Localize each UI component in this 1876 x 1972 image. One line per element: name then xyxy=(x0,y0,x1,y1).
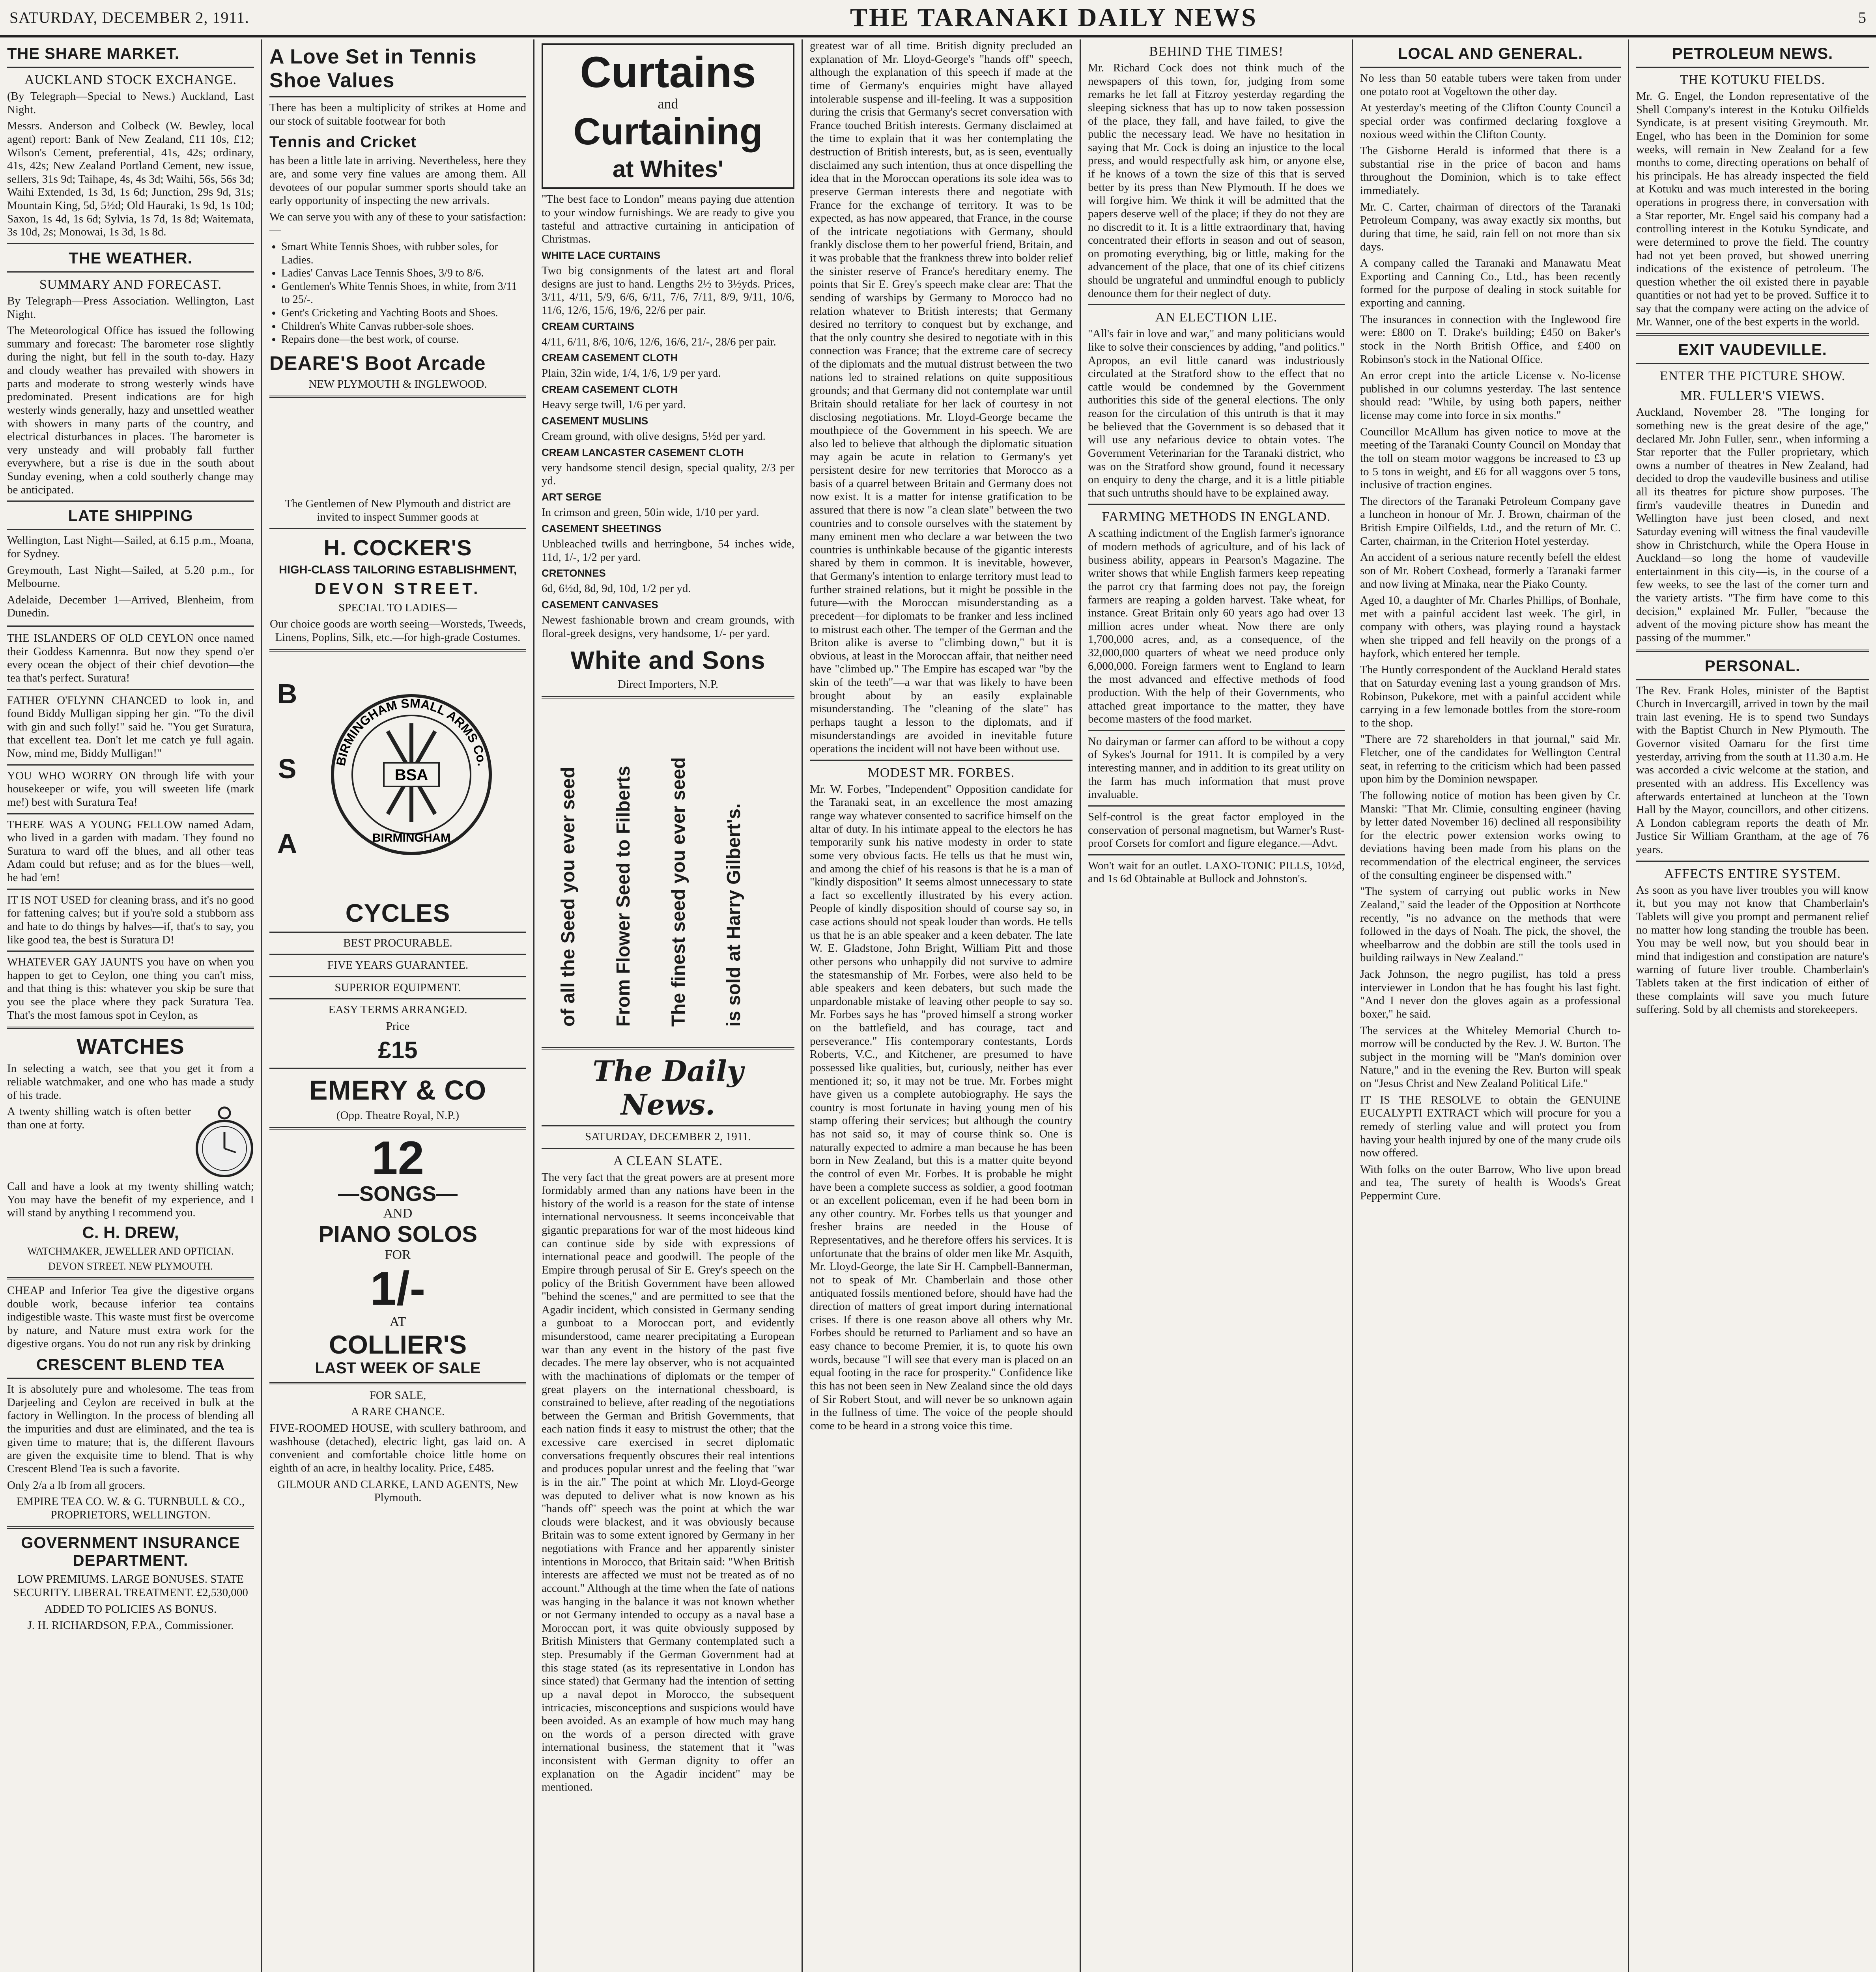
sale-heading: FOR SALE, xyxy=(369,1389,426,1402)
divider xyxy=(1360,67,1621,68)
local-item: IT IS THE RESOLVE to obtain the GENUINE EUCALYPTI EXTRACT which will procure for you a remedy of sterling value and will protect you from having your health injured by one of the many crude oils now offered. xyxy=(1360,1093,1621,1160)
forbes-text: Mr. W. Forbes, "Independent" Opposition candidate for the Taranaki seat, in an excellence the most amazing range way whatever consented to sacrifice himself on the altar of duty. In his intimate appeal to the electors he has temporarily sunk his native modesty in order to state some very obvious facts. He tells us that he must win, and among the chief of his reasons is that he is a man of "kindly disposition" It seems almost unnecessary to state a fact so excellently illustrated by his every action. People of kindly disposition should of course say so, in case actions should not speak louder than words. He tells us that he is an able speaker and a keen debater. The late W. E. Gladstone, John Bright, William Pitt and those other persons who unhappily did not survive to admire the statesmanship of Mr. Forbes, were also held to be able speakers and keen debaters, but such made the unpardonable mistake of leaving other people to say so. Mr. Forbes says he has "proved himself a strong worker on the battlefield, and has courage, tact and perseverance." His contemporary contestants, Lords Roberts, V.C., and Kitchener, are presumed to have possessed like qualities, but, curiously, neither has ever mentioned it; so, it may not be true. Mr. Forbes might have given us a complete autobiography. He says the country is most fortunate in having young men of his stamp offering their services; but although the country has not said so, it may of course think so. One is naturally expected to admire a man because he has been born in New Zealand, but this is a matter quite beyond the control of even Mr. Forbes. It is probable he might have been a complete success as soldier, a good footman or an excellent policeman, even if he had been born in any other country. Mr. Forbes tells us that younger and fresher brains are needed in the House of Representatives, and he therefore offers his services. It is unfortunate that the brains of older men like Mr. Asquith, Mr. Lloyd-George, the late Sir H. Campbell-Bannerman, not to speak of Mr. Chamberlain and those other antiquated fossils mentioned before, should have had the direction of matters of great import during international crises. If there is one reason above all others why Mr. Forbes should be returned to Parliament and so have an easy chance to become Premier, it is, to quote his own words, because "I will see that every man is placed on an equal footing in the race for prosperity." Confidence like this has not been seen in New Zealand since the old days of Sir Robert Stout, and will never be so unknown again in the fullness of time. The voice of the people should come to be heard in a strong voice this time. xyxy=(810,782,1073,1432)
bsa-letter: S xyxy=(278,753,297,784)
advert-note: Self-control is the great factor employed in the conservation of personal magnetism, but Warner's Rust-proof Corsets for comfort and figure elegance.—Advt. xyxy=(1088,810,1345,850)
weather-dateline: By Telegraph—Press Association. Wellington, Last Night. xyxy=(7,294,254,321)
bsa-letters xyxy=(269,656,305,881)
bsa-letter: A xyxy=(277,828,297,859)
clean-slate-heading: A CLEAN SLATE. xyxy=(613,1153,723,1168)
divider xyxy=(7,1027,254,1029)
farming-heading: FARMING METHODS IN ENGLAND. xyxy=(1102,510,1331,525)
divider xyxy=(269,1127,526,1130)
share-market-heading: THE SHARE MARKET. xyxy=(7,45,180,62)
bsa-letter: B xyxy=(277,678,297,709)
masthead xyxy=(0,0,1876,37)
divider xyxy=(269,1382,526,1384)
column-6 xyxy=(1353,39,1629,1972)
divider xyxy=(7,1526,254,1529)
divider xyxy=(7,1277,254,1279)
personal-text: The Rev. Frank Holes, minister of the Baptist Church in Invercargill, arrived in town by the mail train last evening. He is to spend two Sundays with the Baptist Church in New Plymouth. The Governor visited Oamaru for the first time yesterday, arriving from the south at 11.30 a.m. He was accorded a civic welcome at the station, and presented with an address. His Excellency was afterwards entertained at luncheon at the Town Hall by the Mayor, councillors, and other citizens. A London cablegram reports the death of Mr. Justice Sir William Grantham, at the age of 76 years. xyxy=(1636,684,1869,856)
curtain-item-heading: CASEMENT SHEETINGS xyxy=(542,522,661,534)
election-lie-heading: AN ELECTION LIE. xyxy=(1155,310,1278,325)
bsa-feature: FIVE YEARS GUARANTEE. xyxy=(327,959,469,972)
divider xyxy=(269,528,526,529)
sale-subheading: A RARE CHANCE. xyxy=(351,1405,445,1418)
curtain-item-heading: CASEMENT CANVASES xyxy=(542,598,658,611)
paper-nameplate: The Daily News. xyxy=(592,1054,744,1121)
bsa-price: £15 xyxy=(378,1036,418,1063)
local-item: Jack Johnson, the negro pugilist, has told a press interviewer in London that he has fought his last fight. "And I never don the gloves again as a professional boxer," he said. xyxy=(1360,968,1621,1020)
spacer xyxy=(269,403,526,497)
local-item: The insurances in connection with the Inglewood fire were: £800 on T. Drake's building; £450 on Baker's stock in the North British Office, and £400 on Robinson's stock in the National Office. xyxy=(1360,313,1621,366)
loveset-heading: A Love Set in Tennis Shoe Values xyxy=(269,45,477,92)
watch-block xyxy=(7,1105,254,1180)
kotuku-text: Mr. G. Engel, the London representative of the Shell Company's interest in the Kotuku Oilfields Syndicate, is at present visiting Greymouth. Mr. Engel, who has been in the Dominion for some weeks, will remain in New Zealand for a few months to come, directing operations on behalf of his principals. He has already inspected the field at Kotuku and was much interested in the boring operations in progress there, in conversation with a Star reporter, Mr. Engel said his company had a controlling interest in the Kotuku Syndicate, and were determined to prove the field. The country had not yet been proved, but showed unerring indications of the existence of petroleum. The question whether the oil existed there in payable quantities or not had yet to be proved. Suffice it to say that the company were acting on the advice of Mr. Wanner, one of the best experts in the world. xyxy=(1636,90,1869,328)
suratura-ad: YOU WHO WORRY ON through life with your housekeeper or wife, you will sweeten life (mark me!) best with Suratura Tea! xyxy=(7,769,254,809)
divider xyxy=(269,96,526,97)
curtain-item-text: 6d, 6½d, 8d, 9d, 10d, 1/2 per yd. xyxy=(542,582,691,595)
forbes-heading: MODEST MR. FORBES. xyxy=(867,765,1015,780)
cocker-subheading: HIGH-CLASS TAILORING ESTABLISHMENT, xyxy=(278,563,517,576)
govt-insurance-bonus: ADDED TO POLICIES AS BONUS. xyxy=(44,1602,217,1615)
seed-line: is sold at Harry Gilbert's. xyxy=(723,803,744,1027)
divider xyxy=(1636,363,1869,364)
suratura-ad: THE ISLANDERS OF OLD CEYLON once named their Goddess Kamennra. But now they spend o'er every ocean the object of their chief devotion—the tea that's perfect. Suratura! xyxy=(7,632,254,684)
sale-agent: GILMOUR AND CLARKE, LAND AGENTS, New Plymouth. xyxy=(277,1478,519,1504)
curtaining-title: Curtaining xyxy=(573,110,763,153)
divider xyxy=(269,976,526,977)
divider xyxy=(810,760,1073,761)
cocker-intro: The Gentlemen of New Plymouth and district are invited to inspect Summer goods at xyxy=(285,497,511,523)
drew-address: DEVON STREET. NEW PLYMOUTH. xyxy=(48,1260,213,1272)
collier-week: LAST WEEK OF SALE xyxy=(315,1359,481,1377)
cocker-text: Our choice goods are worth seeing—Worsteds, Tweeds, Linens, Poplins, Silk, etc.—for high-grade Costumes. xyxy=(269,618,526,644)
weather-forecast: The Meteorological Office has issued the following summary and forecast: The barometer rose slightly during the night, but fell in the south to-day. Hazy and cloudy weather has prevailed with showers in parts and moderate to strong westerly winds have predominated. Present indications are for high westerly winds generally, hazy and unsettled weather with showers in many parts of the country, and electrical disturbances in places. The barometer is very unsteady and will probably fall further everywhere, but a rise is due in the south about Sunday evening, when a cold southerly change may be anticipated. xyxy=(7,324,254,496)
bsa-logo-icon xyxy=(309,656,514,893)
tennis-text: We can serve you with any of these to your satisfaction:— xyxy=(269,210,526,237)
deare-subheading: NEW PLYMOUTH & INGLEWOOD. xyxy=(308,377,487,390)
divider xyxy=(542,696,794,698)
curtain-item-text: Plain, 32in wide, 1/4, 1/6, 1/9 per yard. xyxy=(542,367,721,380)
newspaper-columns xyxy=(0,39,1876,1972)
cocker-name: H. COCKER'S xyxy=(323,535,472,560)
govt-insurance-heading: GOVERNMENT INSURANCE DEPARTMENT. xyxy=(21,1534,240,1570)
tennis-text: has been a little late in arriving. Nevertheless, here they are, and some very fine values are among them. All devotees of our popular summer sports should take an early opportunity of inspecting the new arrivals. xyxy=(269,154,526,207)
curtains-at-whites: at Whites' xyxy=(613,156,723,183)
divider xyxy=(7,764,254,766)
divider xyxy=(1088,304,1345,305)
list-item: • Children's White Canvas rubber-sole shoes. xyxy=(281,320,526,333)
cocker-street: DEVON STREET. xyxy=(314,580,481,598)
deare-heading: DEARE'S Boot Arcade xyxy=(269,352,486,374)
curtain-item-text: Cream ground, with olive designs, 5½d per yard. xyxy=(542,430,766,443)
shipping-item: Wellington, Last Night—Sailed, at 6.15 p.m., Moana, for Sydney. xyxy=(7,534,254,560)
divider xyxy=(7,689,254,690)
suratura-ad: THERE WAS A YOUNG FELLOW named Adam, who lived in a garden with madam. They found no Suratura to ward off the blues, and all other teas Adam could but refuse; and as for the blues—well, he had 'em! xyxy=(7,818,254,884)
watches-heading: WATCHES xyxy=(77,1035,185,1059)
drew-name: C. H. DREW, xyxy=(82,1223,179,1242)
curtain-item-heading: CREAM CASEMENT CLOTH xyxy=(542,383,678,396)
collier-name: COLLIER'S xyxy=(329,1330,467,1359)
farming-text: A scathing indictment of the English farmer's ignorance of modern methods of agriculture, and of his lack of business ability, appears in Pearson's Magazine. The writer shows that while English farmers keep repeating the parrot cry that farming does not pay, the foreign farmers are reaping a golden harvest. Take wheat, for instance. Great Britain only 60 years ago had over 13 million acres under wheat. Now there are only 1,700,000 acres, and, as a consequence, of the 32,000,000 quarters of wheat we need produce only 6,000,000. Foreign farmers went to England to learn the most advanced and effective methods of food production. With the help of their Governments, who attached great importance to the matter, they have become masters of the food market. xyxy=(1088,527,1345,726)
loveset-text: There has been a multiplicity of strikes at Home and our stock of suitable footwear for both xyxy=(269,101,526,127)
curtain-item-text: In crimson and green, 50in wide, 1/10 per yard. xyxy=(542,506,759,519)
divider xyxy=(269,1068,526,1069)
affects-heading: AFFECTS ENTIRE SYSTEM. xyxy=(1664,866,1841,881)
dairy-notice: No dairyman or farmer can afford to be without a copy of Sykes's Journal for 1911. It is compiled by a very interesting manner, and in addition to its great utility on the farm has much information that must prove invaluable. xyxy=(1088,735,1345,801)
crescent-text: It is absolutely pure and wholesome. The teas from Darjeeling and Ceylon are received in bulk at the factory in Wellington. In the process of blending all the impurities and dust are eliminated, and the tea is given time to mature; that is, the different flavours are given the exquisite time to blend. That is why Crescent Blend Tea is such a favorite. xyxy=(7,1383,254,1475)
divider xyxy=(542,1148,794,1149)
whites-subfooter: Direct Importers, N.P. xyxy=(617,678,719,691)
collier-songs: —SONGS— xyxy=(338,1182,458,1206)
behind-times-text: Mr. Richard Cock does not think much of the newspapers of this town, for, judging from some remarks he let fall at Fitzroy yesterday regarding the sleeping sickness that has up to now taken possession of the place, they fall, and have failed, to give the public the necessary lead. We have no hesitation in saying that Mr. Cock is doing an injustice to the local press, and would respectfully ask him, or anyone else, if he knows of a town the size of this that is served better by its press than New Plymouth. If he does we will forgive him. We think it will be admitted that the papers deserve well of the place; if they do not they are no discredit to it. It is a little extraordinary that, having concentrated their efforts in season and out of season, on promoting everything, big or little, making for the advancement of the place, that one of its chief citizens should be ungrateful and unmindful enough to publicly denounce them for their neglect of duty. xyxy=(1088,62,1345,300)
cheap-tea-text: CHEAP and Inferior Tea give the digestive organs double work, because inferior tea contains indigestible waste. This waste must first be overcome by nature, and Nature must extra work for the digestive organs. You do not run any risk by drinking xyxy=(7,1284,254,1350)
local-item: The directors of the Taranaki Petroleum Company gave a luncheon in honour of Mr. J. Brown, chairman of the British Empire Oilfields, Ltd., and the return of Mr. C. Carter, chairman, in the Criterion Hotel yesterday. xyxy=(1360,495,1621,547)
column-1 xyxy=(0,39,262,1972)
bsa-feature: BEST PROCURABLE. xyxy=(343,936,452,949)
pocket-watch-icon xyxy=(195,1105,254,1180)
collier-and: AND xyxy=(383,1206,413,1221)
curtain-item-heading: CREAM CASEMENT CLOTH xyxy=(542,352,678,364)
kotuku-heading: THE KOTUKU FIELDS. xyxy=(1680,73,1826,87)
local-item: An error crept into the article License v. No-license published in our columns yesterday. The last sentence should read: "While, by using both papers, neither license may come into force in six months." xyxy=(1360,369,1621,422)
divider xyxy=(7,1378,254,1379)
curtain-item-text: Unbleached twills and herringbone, 54 inches wide, 11d, 1/-, 1/2 per yard. xyxy=(542,537,794,564)
divider xyxy=(1088,730,1345,731)
divider xyxy=(7,271,254,273)
list-item: • Gentlemen's White Tennis Shoes, in white, from 3/11 to 25/-. xyxy=(281,280,526,306)
gilbert-seed-ad xyxy=(542,703,794,1042)
emery-name: EMERY & CO xyxy=(309,1075,487,1106)
suratura-ad: IT IS NOT USED for cleaning brass, and it's no good for fattening calves; but if you're sold a stubborn ass and hate to do things by halves—if, that's to say, you like good tea, the best is Suratura D! xyxy=(7,893,254,946)
page-number: 5 xyxy=(1858,9,1867,26)
weather-heading: THE WEATHER. xyxy=(69,249,192,267)
list-item: • Repairs done—the best work, of course. xyxy=(281,333,526,346)
divider xyxy=(269,954,526,955)
local-item: Aged 10, a daughter of Mr. Charles Phillips, of Bonhale, met with a painful accident last week. The girl, in company with others, was playing round a haystack when she tripped and fell heavily on the prongs of a hayfork, which entered her temple. xyxy=(1360,594,1621,660)
suratura-ad: WHATEVER GAY JAUNTS you have on when you happen to get to Ceylon, one thing you can't miss, and that thing is this: whatever you skip be sure that you see the place where they pack Suratura Tea. That's the most famous spot in Ceylon, as xyxy=(7,956,254,1021)
curtain-item-text: Newest fashionable brown and cream grounds, with floral-greek designs, very handsome, 1/- per yard. xyxy=(542,614,794,640)
collier-ad xyxy=(269,1131,526,1377)
crescent-text: Only 2/a a lb from all grocers. xyxy=(7,1479,146,1492)
divider xyxy=(7,951,254,952)
local-item: Councillor McAllum has given notice to move at the meeting of the Taranaki County Council on Monday that the toll on steam motor waggons be increased to £3 up to 5 tons in weight, and £6 for all waggons over 5 tons, inclusive of traction engines. xyxy=(1360,425,1621,491)
divider xyxy=(7,67,254,68)
bsa-block xyxy=(269,656,526,893)
vaudeville-heading: EXIT VAUDEVILLE. xyxy=(1678,341,1827,359)
watches-text: In selecting a watch, see that you get it from a reliable watchmaker, and one who has made a study of his trade. xyxy=(7,1062,254,1102)
shipping-item: Greymouth, Last Night—Sailed, at 5.20 p.m., for Melbourne. xyxy=(7,564,254,590)
empire-tea: EMPIRE TEA CO. W. & G. TURNBULL & CO., PROPRIETORS, WELLINGTON. xyxy=(16,1495,245,1521)
local-item: No less than 50 eatable tubers were taken from under one potato root at Vogeltown the other day. xyxy=(1360,72,1621,98)
bsa-price-label: Price xyxy=(386,1020,410,1033)
curtain-items xyxy=(542,249,794,641)
divider xyxy=(542,1125,794,1126)
divider xyxy=(1636,650,1869,652)
tennis-list xyxy=(269,240,526,346)
divider xyxy=(1088,854,1345,855)
divider xyxy=(269,998,526,999)
bsa-feature: SUPERIOR EQUIPMENT. xyxy=(334,981,461,994)
list-item: • Smart White Tennis Shoes, with rubber soles, for Ladies. xyxy=(281,240,526,267)
local-item: Mr. C. Carter, chairman of directors of the Taranaki Petroleum Company, was away exactly six months, but during that time, he said, rain fell on not more than six days. xyxy=(1360,200,1621,253)
watches-text: Call and have a look at my twenty shilling watch; You may have the benefit of my experience, and I will stand by anything I recommend you. xyxy=(7,1180,254,1219)
divider xyxy=(7,813,254,814)
list-item: • Ladies' Canvas Lace Tennis Shoes, 3/9 to 8/6. xyxy=(281,267,526,280)
divider xyxy=(269,396,526,398)
local-item: The services at the Whiteley Memorial Church to-morrow will be conducted by the Rev. J. W. Burton. The subject in the morning will be "Man's dominion over Nature," and in the evening the Rev. Burton will speak on "Jesus Christ and New Zealand Political Life." xyxy=(1360,1024,1621,1090)
advert-note: Won't wait for an outlet. LAXO-TONIC PILLS, 10½d, and 1s 6d Obtainable at Bullock and Johnston's. xyxy=(1088,859,1345,885)
collier-price: 1/- xyxy=(370,1262,426,1315)
curtain-item-text: Two big consignments of the latest art and floral designs are just to hand. Lengths 2½ to 3½yds. Prices, 3/11, 4/11, 5/9, 6/6, 6/11, 7/6, 7/11, 8/9, 9/11, 10/6, 11/6, 12/6, 15/6, 19/6, 22/6 per pair. xyxy=(542,264,794,317)
seed-line: The finest seed you ever seed xyxy=(668,757,689,1027)
bsa-logo-bottom-text: BIRMINGHAM xyxy=(372,831,451,844)
divider xyxy=(1636,679,1869,680)
election-lie-text: "All's fair in love and war," and many politicians would like to solve their consciences by adding, "and politics." Apropos, an evil little canard was industriously circulated at the Stratford show to the effect that no cattle would be condemned by the Government authorities this side of the general elections. The only reason for the circulation of this untruth is that it may be believed that the Government is so debased that it will use any nefarious device to obtain votes. The Government Veterinarian for the Taranaki district, who was on the Stratford show ground, found it necessary on enquiry to deny the charge, and it is a little pitiable that such untruths should have to be explained away. xyxy=(1088,327,1345,499)
drew-trade: WATCHMAKER, JEWELLER AND OPTICIAN. xyxy=(27,1245,234,1257)
curtain-item-text: Heavy serge twill, 1/6 per yard. xyxy=(542,398,686,411)
divider xyxy=(542,1047,794,1049)
local-item: "The system of carrying out public works in New Zealand," said the leader of the Opposition at Northcote recently, "is no advance on the methods that were followed in the days of Noah. The pick, the shovel, the wheelbarrow and the dobbin are still the tools used in building railways in New Zealand." xyxy=(1360,885,1621,964)
column-2 xyxy=(262,39,534,1972)
personal-heading: PERSONAL. xyxy=(1704,657,1801,675)
emery-address: (Opp. Theatre Royal, N.P.) xyxy=(336,1109,460,1122)
curtains-and: and xyxy=(658,95,678,112)
tennis-heading: Tennis and Cricket xyxy=(269,133,417,151)
local-item: "There are 72 shareholders in that journal," said Mr. Fletcher, one of the candidates for Wellington Central seat, in referring to the criticism which had been passed upon him by the Dominion newspaper. xyxy=(1360,733,1621,786)
column-3 xyxy=(534,39,803,1972)
collier-for: FOR xyxy=(385,1247,411,1262)
divider xyxy=(269,649,526,652)
weather-subheading: SUMMARY AND FORECAST. xyxy=(39,277,222,292)
shipping-heading: LATE SHIPPING xyxy=(68,507,193,525)
suratura-ad: FATHER O'FLYNN CHANCED to look in, and found Biddy Mulligan sipping her gin. "To the divil with gin and such folly!" said he. "You get Suratura, that excellent tea. Don't let me catch ye full again. Now, mind me, Biddy Mulligan!" xyxy=(7,694,254,760)
divider xyxy=(7,500,254,502)
collier-12: 12 xyxy=(371,1131,424,1184)
curtain-item-heading: CRETONNES xyxy=(542,567,606,579)
govt-insurance-list: LOW PREMIUMS. LARGE BONUSES. STATE SECURITY. LIBERAL TREATMENT. £2,530,000 xyxy=(13,1573,248,1599)
affects-text: As soon as you have liver troubles you will know it, but you may not know that Chamberlain's Tablets will give you prompt and permanent relief no matter how long standing the trouble has been. You may be well now, but you should bear in mind that indigestion and constipation are nature's warning of future liver trouble. Chamberlain's Tablets taken at the first indication of either of these complaints will save you much future suffering. Sold by all chemists and storekeepers. xyxy=(1636,883,1869,1016)
issue-date: SATURDAY, DECEMBER 2, 1911. xyxy=(9,9,249,26)
curtain-item-heading: CREAM CURTAINS xyxy=(542,320,634,332)
clean-slate-text: The very fact that the great powers are at present more formidably armed than any nations have been in the history of the world is a reason for the state of intense international nervousness. It seems inconceivable that gigantic preparations for war of the most hideous kind can continue side by side with expressions of international peace and goodwill. The people of the Empire through perusal of Sir E. Grey's speech on the policy of the British Government have been allowed "behind the scenes," and are permitted to see that the Agadir incident, which consisted in Germany sending a gunboat to a Moroccan port, and evidently misunderstood, came nearer precipitating a European war than any event in the history of the past five decades. The mere lay observer, who is not acquainted with the machinations of diplomats or the temper of great players on the international chessboard, is constrained to believe, after reading of the negotiations between the German and British Governments, that each nation finds it easy to mistrust the other; that the excessive care exercised in secret diplomatic conversations frequently obscures their real intentions and produces popular unrest and the feeling that "war is in the air." The point at which Mr. Lloyd-George was deputed to deliver what is now known as his "hands off" speech was the point at which the war clouds were blackest, and it was obviously because Britain was to some extent ignored by Germany in her negotiations with France and her apparently sinister intentions in Morocco, that Britain said: "When British interests are affected we must not be treated as of no account." Although at the time when the fate of nations was hanging in the balance it was not known whether or not Germany intended to occupy as a naval base a Moroccan port, it was quite obviously supposed by British Ministers that Germany contemplated such a step. Presumably if the German Government had at this stage stated (as its representative in London has since stated) that Germany had the intention of setting up a naval depot in Morocco, the subsequent intricacies, misconceptions and suspicions would have been avoided. As an example of how much may hang on the words of a person directed with grave international business, the statement that it "was inconsistent with German dignity to offer an explanation on the Agadir incident" may be mentioned. xyxy=(542,1171,794,1794)
vaudeville-subheading: ENTER THE PICTURE SHOW. xyxy=(1659,369,1846,384)
local-item: The following notice of motion has been given by Cr. Manski: "That Mr. Climie, consulting engineer (having by letter dated November 16) declined all responsibility for the electric power extension works owing to deviations having been made from his plans on the recommendation of the electrical engineer, the services of the consulting engineer be dispensed with." xyxy=(1360,789,1621,881)
divider xyxy=(1088,504,1345,505)
vaudeville-subheading-2: MR. FULLER'S VIEWS. xyxy=(1680,388,1825,403)
curtain-item-text: 4/11, 6/11, 8/6, 10/6, 12/6, 16/6, 21/-, 28/6 per pair. xyxy=(542,335,776,348)
local-item: An accident of a serious nature recently befell the eldest son of Mr. Robert Coxhead, formerly a Taranaki farmer and now living at Minaka, near the Piako County. xyxy=(1360,551,1621,590)
curtain-item-text: very handsome stencil design, special quality, 2/3 per yd. xyxy=(542,461,794,487)
watches-text: A twenty shilling watch is often better than one at forty. xyxy=(7,1105,191,1131)
list-item: • Gent's Cricketing and Yachting Boots and Shoes. xyxy=(281,306,526,320)
sale-text: FIVE-ROOMED HOUSE, with scullery bathroom, and washhouse (detached), electric light, gas laid on. A convenient and comfortable choice little home on eighth of an acre, in healthy locality. Price, £485. xyxy=(269,1422,526,1474)
behind-times-heading: BEHIND THE TIMES! xyxy=(1149,44,1284,59)
petroleum-heading: PETROLEUM NEWS. xyxy=(1672,45,1833,62)
share-report: Messrs. Anderson and Colbeck (W. Bewley, local agent) report: Bank of New Zealand, £11 10s, £12; Wilson's Cement, preferential, 41s, 42s; ordinary, 41s, 42s; New Zealand Portland Cement, new issue, sellers, 31s 9d; Taihape, 4s, 4s 3d; Waihi, 56s, 56s 3d; Waihi Extended, 1s 3d, 1s 6d; Junction, 29s 9d, 31s; Mountain King, 5d, 5½d; Old Hauraki, 1s 9d, 1s 10d; Saxon, 1s 4d, 1s 6d; Sylvia, 1s 7d, 1s 8d; Waitemata, 3s 10d, 2s; Monowai, 1s 3d, 1s 8d. xyxy=(7,120,254,239)
column-7 xyxy=(1629,39,1876,1972)
bsa-cycles: CYCLES xyxy=(345,898,450,927)
curtain-item-heading: CREAM LANCASTER CASEMENT CLOTH xyxy=(542,446,744,458)
local-item: The Gisborne Herald is informed that there is a substantial rise in the price of bacon and hams throughout the Dominion, which is to take effect immediately. xyxy=(1360,144,1621,197)
paper-date: SATURDAY, DECEMBER 2, 1911. xyxy=(585,1130,751,1143)
vaudeville-text: Auckland, November 28. "The longing for something new is the great desire of the age," declared Mr. John Fuller, senr., when informing a Star reporter that the Fuller proprietary, which owns a number of theatres in New Zealand, had decided to drop the vaudeville business and utilise all its theatres for picture show purposes. The firm's vaudeville theatres in Dunedin and Wellington have just been closed, and next Saturday evening will witness the final vaudeville show in Christchurch, while the Opera House in Auckland—so long the home of vaudeville entertainment in this city—is, in the course of a few weeks, to see the last of the comer turn and the variety artists. "The firm have come to this decision," explained Mr. Fuller, "because the advent of the moving picture show has meant the passing of the mummer." xyxy=(1636,406,1869,644)
clean-slate-continued: greatest war of all time. British dignity precluded an explanation of Mr. Lloyd-George's "hands off" speech, although the explanation of this speech if made at the time of Germany's enquiries might have allayed intolerable suspense and ill-feeling. It was a supposition during the crisis that Germany's secret conversation with France touched British interests. Germany disclaimed at the time to explain that it was her contemplating the destruction of British interests, but, as is seen, eventually disclaimed any such intention, thus at once dispelling the idea that in the Moroccan operations its sole idea was to preserve German interests there and negotiate with France for the exchange of territory. It was to be expected, as has now appeared, that France, in the course of the intricate negotiations with Germany, should frankly disclose them to her powerful friend, Britain, and it was probable that the frankness threw into bolder relief the sinister reserve of France's hereditary enemy. The points that Sir E. Grey's speech make clear are: That the sending of warships by Germany to Morocco had no relation whatever to British interests; that Germany desired no territory to conquest but by exchange, and that the only country she desired to negotiate with in this connection was France; that the extreme care of secrecy of the diplomats and the mutual distrust between the two nations led to strained relations on quite suppositious grounds; and that Germany did not contemplate war until Britain should retaliate for her lack of courtesy in not disclosing negotiations. Mr. Lloyd-George became the mouthpiece of the Government in his speech. We are also led to believe that although the diplomatic situation may again be acute in relation to Germany's yet persistent desire for new territories that Morocco as a basis of a quarrel between Britain and Germany does not now exist. It is a matter for intense gratification to be assured that there is now "a clean slate" between the two countries and to console ourselves with the statement by many eminent men who declare a war between the two countries is unthinkable because of the gigantic interests shared by them in common. It is inevitable, however, that Germany's intention to enlarge territory must lead to further strained relations, but it might be possible in the future—with the Moroccan misunderstanding as a precedent—for diplomats to be franker and less inclined to mistrust each other. The temper of the German and the Briton alike is averse to "climbing down," but it is obvious, at least in the Moroccan affair, that neither need have "climbed up." The Empire has escaped war "by the skin of the teeth"—a war that was likely to have been brought about by an easily explainable misunderstanding. The "cleaning of the slate" has perhaps taught a lesson to the diplomats, and if misunderstandings are avoided in inevitable future operations the incident will not have been without use. xyxy=(810,39,1073,755)
divider xyxy=(7,529,254,530)
share-dateline: (By Telegraph—Special to News.) Auckland, Last Night. xyxy=(7,90,254,116)
divider xyxy=(7,889,254,890)
collier-at: AT xyxy=(389,1314,406,1329)
bsa-feature: EASY TERMS ARRANGED. xyxy=(328,1003,467,1016)
curtain-item-heading: ART SERGE xyxy=(542,491,602,503)
local-item: The Huntly correspondent of the Auckland Herald states that on Saturday evening last a young grandson of Mrs. Robinson, Pukekore, met with a painful accident while carrying in a few lemonade bottles from the store-room to the shop. xyxy=(1360,663,1621,729)
curtains-intro: "The best face to London" means paying due attention to your window furnishings. We are ready to give you tasteful and attractive curtaining in anticipation of Christmas. xyxy=(542,193,794,246)
divider xyxy=(1636,67,1869,68)
crescent-heading: CRESCENT BLEND TEA xyxy=(36,1356,225,1374)
local-item: At yesterday's meeting of the Clifton County Council a special order was confirmed declaring foxglove a noxious weed within the Clifton County. xyxy=(1360,101,1621,141)
divider xyxy=(1636,861,1869,862)
collier-piano: PIANO SOLOS xyxy=(318,1221,477,1247)
local-item: With folks on the outer Barrow, Who live upon bread and tea, The surety of health is Woods's Great Peppermint Cure. xyxy=(1360,1163,1621,1202)
curtain-item-heading: WHITE LACE CURTAINS xyxy=(542,249,661,261)
whites-footer: White and Sons xyxy=(570,646,766,675)
curtain-item-heading: CASEMENT MUSLINS xyxy=(542,415,648,427)
govt-insurance-commissioner: J. H. RICHARDSON, F.P.A., Commissioner. xyxy=(27,1619,234,1632)
column-5 xyxy=(1081,39,1353,1972)
local-item: A company called the Taranaki and Manawatu Meat Exporting and Canning Co., Ltd., has been recently formed for the purpose of dealing in stock suitable for exporting and canning. xyxy=(1360,257,1621,309)
divider xyxy=(7,243,254,244)
stock-exchange-subheading: AUCKLAND STOCK EXCHANGE. xyxy=(24,73,237,87)
divider xyxy=(7,625,254,627)
local-general-heading: LOCAL AND GENERAL. xyxy=(1398,45,1583,62)
divider xyxy=(269,932,526,933)
newspaper-title: THE TARANAKI DAILY NEWS xyxy=(850,3,1258,32)
divider xyxy=(1088,805,1345,807)
bsa-logo-top-text: BIRMINGHAM SMALL ARMS Co. xyxy=(333,696,490,767)
seed-line: of all the Seed you ever seed xyxy=(558,767,579,1027)
curtains-title: Curtains xyxy=(580,48,756,97)
shipping-item: Adelaide, December 1—Arrived, Blenheim, from Dunedin. xyxy=(7,593,254,620)
whites-curtains-ad xyxy=(542,43,794,189)
bsa-logo-mid-text: BSA xyxy=(394,766,428,784)
divider xyxy=(1636,333,1869,336)
cocker-ladies: SPECIAL TO LADIES— xyxy=(338,601,457,614)
column-4 xyxy=(803,39,1081,1972)
seed-line: From Flower Seed to Filberts xyxy=(613,766,634,1027)
